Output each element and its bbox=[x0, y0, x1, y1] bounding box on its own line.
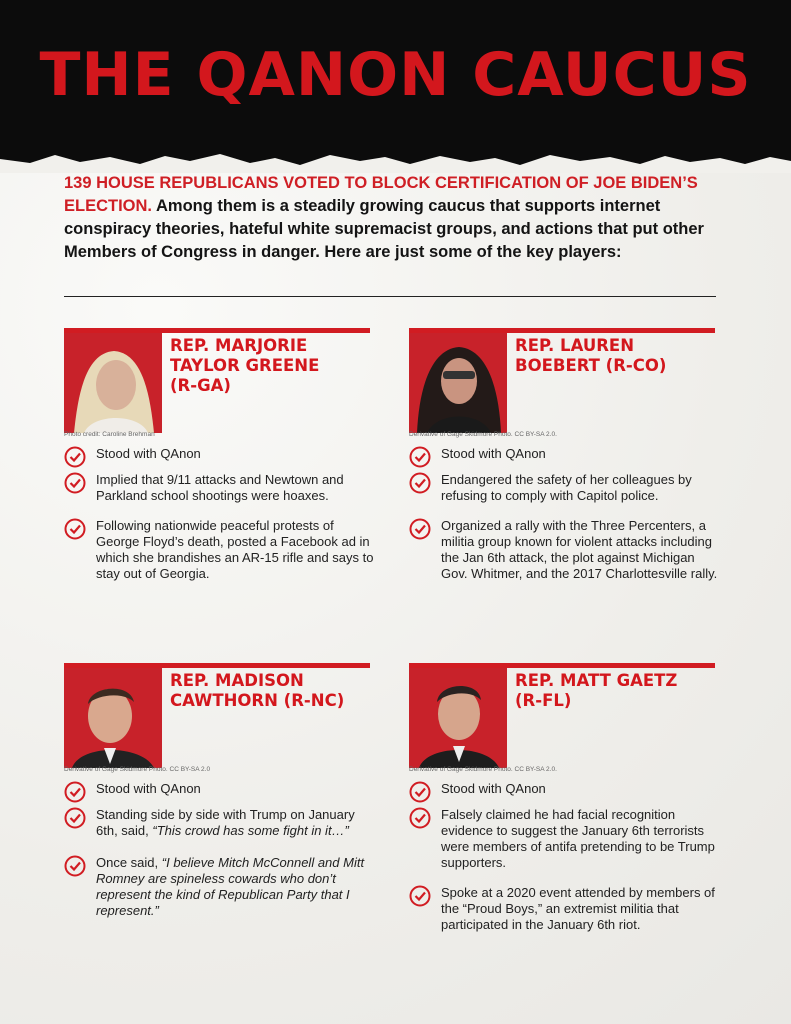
claims-list bbox=[409, 446, 719, 582]
item-text: Once said, bbox=[96, 855, 162, 870]
item-text: Stood with QAnon bbox=[96, 781, 201, 796]
check-circle-icon bbox=[409, 885, 431, 907]
claims-list bbox=[64, 781, 374, 919]
intro-highlight: 139 HOUSE REPUBLICANS VOTED TO BLOCK CERTIFICATION OF JOE BIDEN’S ELECTION. bbox=[64, 174, 698, 215]
list-item bbox=[409, 885, 719, 933]
check-circle-icon bbox=[409, 472, 431, 494]
claims-list bbox=[409, 781, 719, 933]
photo-credit: Derivative of Gage Skidmore Photo. CC BY-SA 2.0. bbox=[409, 431, 557, 438]
list-item bbox=[64, 807, 374, 839]
list-item bbox=[409, 518, 719, 582]
check-circle-icon bbox=[409, 446, 431, 468]
list-item bbox=[64, 446, 374, 462]
divider bbox=[64, 296, 716, 297]
list-item bbox=[64, 781, 374, 797]
profile-card-gaetz bbox=[409, 663, 719, 983]
list-item bbox=[64, 472, 374, 504]
rep-name: REP. LAUREN BOEBERT (R-CO) bbox=[515, 336, 667, 375]
check-circle-icon bbox=[64, 807, 86, 829]
item-text: Stood with QAnon bbox=[96, 446, 201, 461]
item-text: Implied that 9/11 attacks and Newtown and Parkland school shootings were hoaxes. bbox=[96, 472, 344, 503]
item-quote: “I believe Mitch McConnell and Mitt Romney are spineless cowards who don’t represent the kind of Republican Party that I represent.” bbox=[96, 855, 365, 918]
item-text: Standing side by side with Trump on January 6th, said, bbox=[96, 807, 355, 838]
list-item bbox=[409, 781, 719, 797]
check-circle-icon bbox=[64, 855, 86, 877]
intro-paragraph bbox=[64, 172, 724, 264]
claims-list bbox=[64, 446, 374, 582]
check-circle-icon bbox=[409, 781, 431, 803]
check-circle-icon bbox=[64, 472, 86, 494]
intro-body: Among them is a steadily growing caucus that supports internet conspiracy theories, hateful white supremacist groups, and actions that put other Members of Congress in danger. Here are just some of the key players: bbox=[64, 197, 704, 261]
check-circle-icon bbox=[64, 446, 86, 468]
item-text: Following nationwide peaceful protests of George Floyd’s death, posted a Facebook ad in which she brandishes an AR-15 rifle and says to stay out of Georgia. bbox=[96, 518, 374, 581]
portrait-photo bbox=[64, 333, 162, 433]
list-item bbox=[64, 855, 374, 919]
item-text: Falsely claimed he had facial recognition evidence to suggest the January 6th terrorists were members of antifa pretending to be Trump supporters. bbox=[441, 807, 715, 870]
profile-card-boebert bbox=[409, 328, 719, 628]
item-text: Stood with QAnon bbox=[441, 781, 546, 796]
list-item bbox=[409, 807, 719, 871]
photo-credit: Derivative of Gage Skidmore Photo. CC BY-SA 2.0 bbox=[64, 766, 211, 773]
check-circle-icon bbox=[409, 518, 431, 540]
check-circle-icon bbox=[64, 518, 86, 540]
rep-name: REP. MATT GAETZ (R-FL) bbox=[515, 671, 678, 710]
photo-credit: Derivative of Gage Skidmore Photo. CC BY-SA 2.0. bbox=[409, 766, 557, 773]
rep-name: REP. MADISON CAWTHORN (R-NC) bbox=[170, 671, 345, 710]
portrait-photo bbox=[409, 668, 507, 768]
portrait-photo bbox=[64, 668, 162, 768]
portrait-photo bbox=[409, 333, 507, 433]
page-title: THE QANON CAUCUS bbox=[39, 40, 752, 110]
list-item bbox=[409, 446, 719, 462]
rep-name: REP. MARJORIE TAYLOR GREENE (R-GA) bbox=[170, 336, 320, 395]
check-circle-icon bbox=[409, 807, 431, 829]
check-circle-icon bbox=[64, 781, 86, 803]
item-quote: “This crowd has some fight in it…” bbox=[152, 823, 349, 838]
item-text: Endangered the safety of her colleagues by refusing to comply with Capitol police. bbox=[441, 472, 692, 503]
list-item bbox=[64, 518, 374, 582]
item-text: Spoke at a 2020 event attended by members of the “Proud Boys,” an extremist militia that participated in the January 6th riot. bbox=[441, 885, 715, 932]
torn-edge bbox=[0, 149, 791, 173]
item-text: Organized a rally with the Three Percenters, a militia group known for violent attacks including the Jan 6th attack, the plot against Michigan Gov. Whitmer, and the 2017 Charlottesville rally. bbox=[441, 518, 718, 581]
profile-card-greene bbox=[64, 328, 374, 628]
item-text: Stood with QAnon bbox=[441, 446, 546, 461]
list-item bbox=[409, 472, 719, 504]
header-band bbox=[0, 0, 791, 172]
profile-card-cawthorn bbox=[64, 663, 374, 983]
photo-credit: Photo credit: Caroline Brehman bbox=[64, 431, 155, 438]
